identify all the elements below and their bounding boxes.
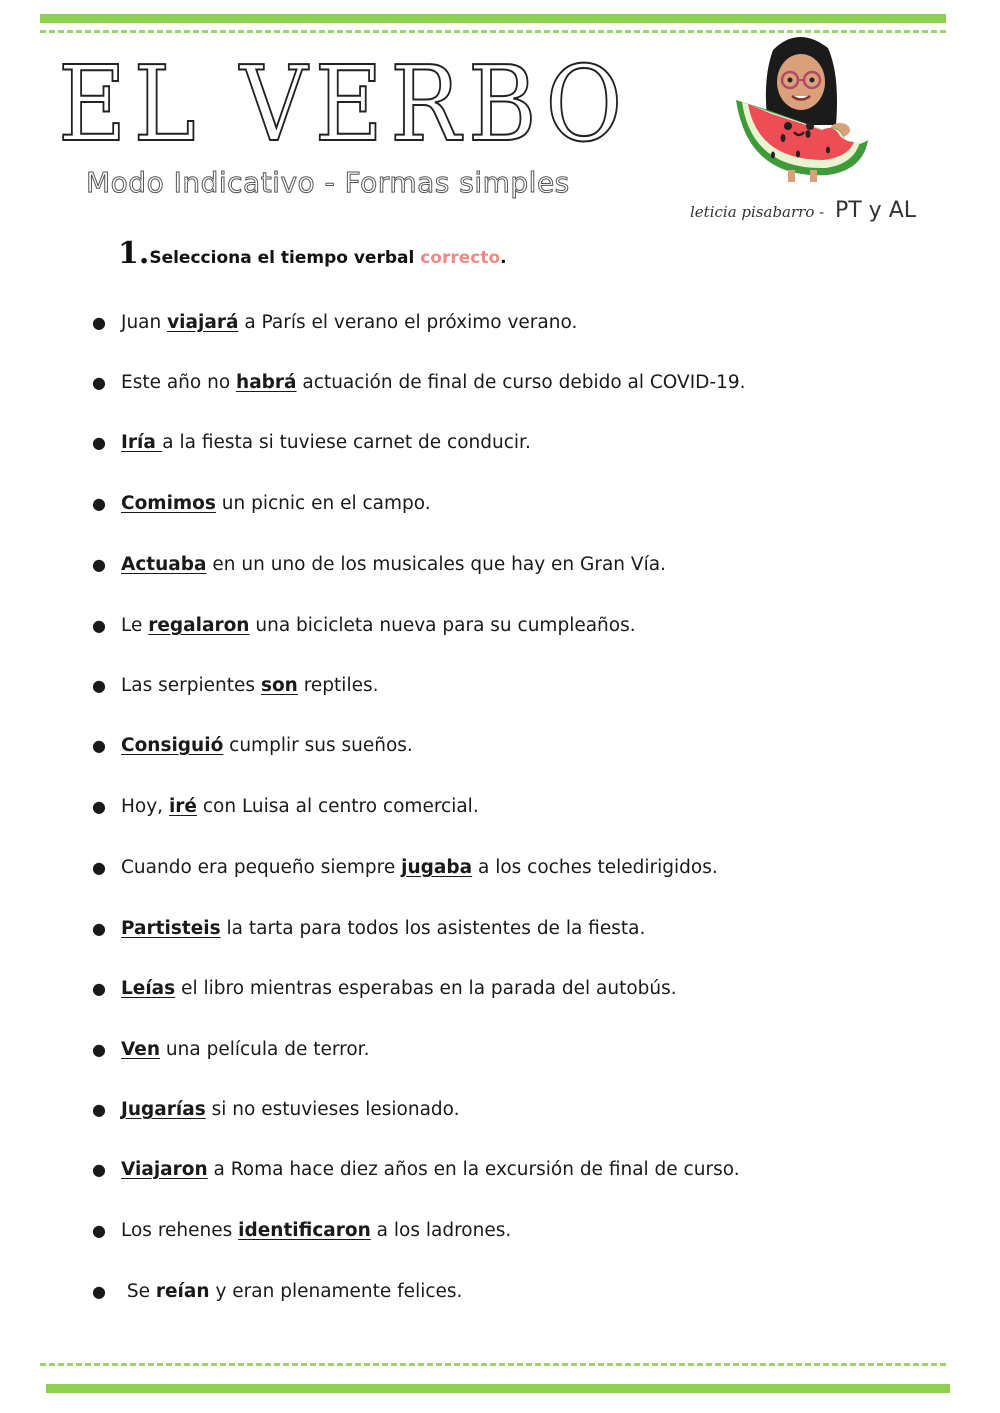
sentence-before: Los rehenes xyxy=(121,1220,239,1241)
sentence-before: Hoy, xyxy=(121,796,169,817)
list-item xyxy=(92,856,718,880)
instruction-end: . xyxy=(500,248,507,268)
bullet-icon: ● xyxy=(92,919,106,938)
bullet-icon: ● xyxy=(92,373,106,392)
verb-selector[interactable]: Leías xyxy=(121,978,176,999)
list-item xyxy=(92,674,378,698)
verb-selector[interactable]: Partisteis xyxy=(121,918,221,939)
verb-selector[interactable]: identificaron xyxy=(238,1220,371,1241)
exercise-number: 1. xyxy=(118,236,150,271)
list-item xyxy=(92,431,531,455)
sentence-after: a París el verano el próximo verano. xyxy=(238,312,578,333)
verb-selector[interactable]: habrá xyxy=(236,372,297,393)
sentence-after: el libro mientras esperabas en la parada del autobús. xyxy=(175,978,677,999)
page-title: EL VERBO xyxy=(58,43,630,165)
bottom-green-border xyxy=(46,1384,950,1393)
list-item xyxy=(92,1280,462,1304)
verb-selector[interactable]: reían xyxy=(155,1281,210,1302)
sentence-after: a los coches teledirigidos. xyxy=(472,857,718,878)
verb-selector[interactable]: Consiguió xyxy=(121,735,224,756)
sentence-after: a los ladrones. xyxy=(370,1220,512,1241)
bullet-icon: ● xyxy=(92,555,106,574)
verb-selector[interactable]: Jugarías xyxy=(121,1099,206,1120)
verb-selector[interactable]: Actuaba xyxy=(121,554,207,575)
bullet-icon: ● xyxy=(92,616,106,635)
sentence-after: un picnic en el campo. xyxy=(215,493,431,514)
sentence-after: en un uno de los musicales que hay en Gran Vía. xyxy=(206,554,666,575)
verb-selector[interactable]: regalaron xyxy=(148,615,250,636)
list-item xyxy=(92,371,746,395)
verb-selector[interactable]: jugaba xyxy=(401,857,473,878)
verb-selector[interactable]: iré xyxy=(168,796,197,817)
sentence-after: a Roma hace diez años en la excursión de final de curso. xyxy=(207,1159,740,1180)
verb-selector[interactable]: Comimos xyxy=(121,493,216,514)
list-item xyxy=(92,1098,460,1122)
sentence-after: cumplir sus sueños. xyxy=(223,735,413,756)
list-item xyxy=(92,1038,369,1062)
bullet-icon: ● xyxy=(92,494,106,513)
verb-selector[interactable]: Iría xyxy=(121,432,163,453)
signature-name: leticia pisabarro - xyxy=(690,203,825,221)
sentence-after: y eran plenamente felices. xyxy=(209,1281,463,1302)
bullet-icon: ● xyxy=(92,736,106,755)
exercise-instruction xyxy=(118,236,507,271)
bullet-icon: ● xyxy=(92,433,106,452)
verb-selector[interactable]: Ven xyxy=(121,1039,161,1060)
sentence-before: Le xyxy=(121,615,149,636)
bullet-icon: ● xyxy=(92,1160,106,1179)
verb-selector[interactable]: viajará xyxy=(167,312,239,333)
verb-selector[interactable]: Viajaron xyxy=(121,1159,208,1180)
sentence-before: Se xyxy=(121,1281,156,1302)
sentence-before: Este año no xyxy=(121,372,237,393)
sentence-after: si no estuvieses lesionado. xyxy=(205,1099,460,1120)
list-item xyxy=(92,492,431,516)
list-item xyxy=(92,734,413,758)
author-signature xyxy=(690,198,916,223)
sentence-after: con Luisa al centro comercial. xyxy=(196,796,479,817)
watermelon-avatar-icon xyxy=(728,30,873,185)
bullet-icon: ● xyxy=(92,858,106,877)
signature-tag: PT y AL xyxy=(834,198,917,223)
sentence-before: Las serpientes xyxy=(121,675,261,696)
instruction-highlight: correcto xyxy=(420,248,501,268)
list-item xyxy=(92,795,479,819)
sentence-before: Juan xyxy=(121,312,168,333)
sentence-after: actuación de final de curso debido al COVID-19. xyxy=(296,372,746,393)
bottom-dashed-border xyxy=(40,1363,946,1366)
bullet-icon: ● xyxy=(92,1221,106,1240)
sentence-after: la tarta para todos los asistentes de la fiesta. xyxy=(220,918,646,939)
sentence-after: una película de terror. xyxy=(160,1039,370,1060)
list-item xyxy=(92,1158,740,1182)
bullet-icon: ● xyxy=(92,979,106,998)
bullet-icon: ● xyxy=(92,676,106,695)
sentence-after: reptiles. xyxy=(297,675,379,696)
list-item xyxy=(92,614,636,638)
instruction-text: Selecciona el tiempo verbal xyxy=(149,248,421,268)
sentence-after: una bicicleta nueva para su cumpleaños. xyxy=(249,615,636,636)
list-item xyxy=(92,553,666,577)
bullet-icon: ● xyxy=(92,313,106,332)
sentence-after: a la fiesta si tuviese carnet de conducir. xyxy=(162,432,531,453)
top-green-border xyxy=(40,14,946,23)
list-item xyxy=(92,311,577,335)
bullet-icon: ● xyxy=(92,1100,106,1119)
bullet-icon: ● xyxy=(92,1282,106,1301)
verb-selector[interactable]: son xyxy=(260,675,298,696)
sentence-before: Cuando era pequeño siempre xyxy=(121,857,402,878)
list-item xyxy=(92,917,645,941)
list-item xyxy=(92,977,677,1001)
list-item xyxy=(92,1219,511,1243)
bullet-icon: ● xyxy=(92,797,106,816)
page-subtitle: Modo Indicativo - Formas simples xyxy=(86,166,570,199)
bullet-icon: ● xyxy=(92,1040,106,1059)
